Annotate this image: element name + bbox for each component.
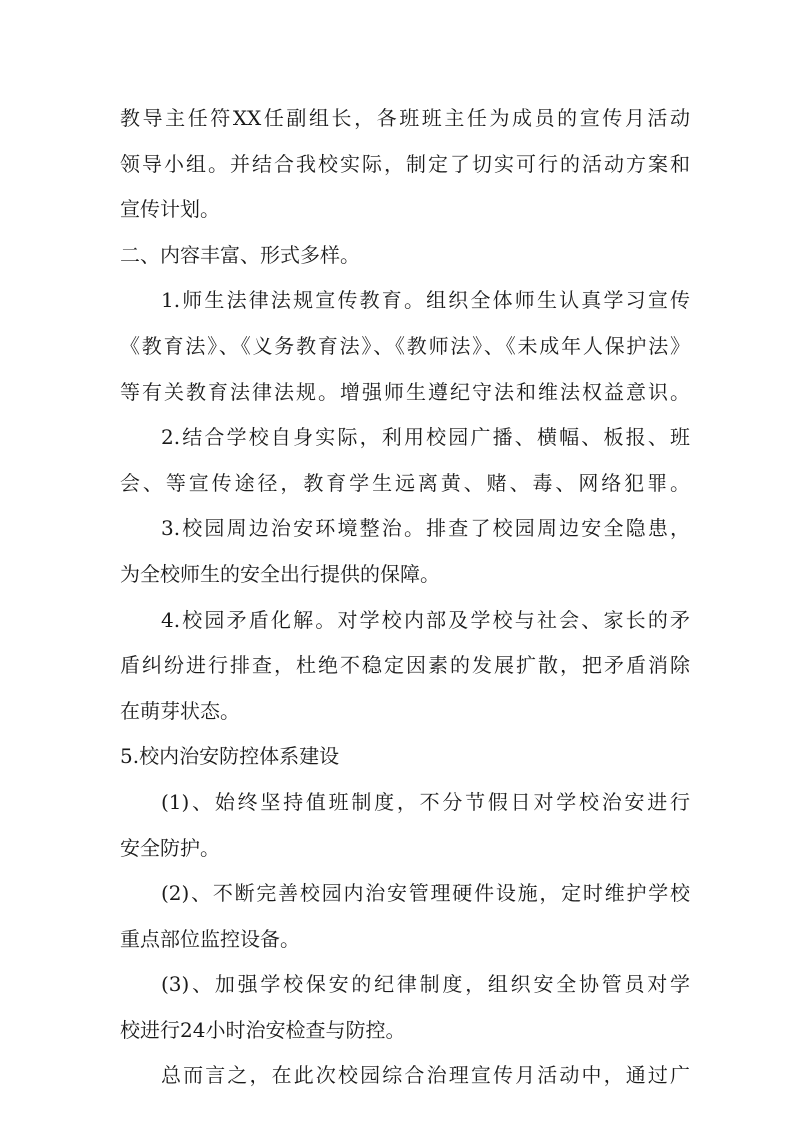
text-line: 1.师生法律法规宣传教育。组织全体师生认真学习宣传	[161, 288, 690, 313]
section-heading: 二、内容丰富、形式多样。	[120, 242, 360, 267]
text-line: 领导小组。并结合我校实际，制定了切实可行的活动方案和	[120, 151, 690, 176]
text-line: 在萌芽状态。	[120, 698, 240, 723]
text-line: 总而言之，在此次校园综合治理宣传月活动中，通过广	[161, 1063, 690, 1088]
text-line: 校进行24小时治安检查与防控。	[120, 1017, 406, 1042]
text-line: 安全防护。	[120, 835, 220, 860]
text-line: 4.校园矛盾化解。对学校内部及学校与社会、家长的矛	[161, 607, 690, 632]
text-line: 教导主任符XX任副组长，各班班主任为成员的宣传月活动	[120, 106, 690, 130]
text-line: (2)、不断完善校园内治安管理硬件设施，定时维护学校	[161, 881, 690, 906]
text-line: 宣传计划。	[120, 197, 220, 222]
text-line: 盾纠纷进行排查，杜绝不稳定因素的发展扩散，把矛盾消除	[120, 653, 690, 678]
text-line: 会、等宣传途径，教育学生远离黄、赌、毒、网络犯罪。	[120, 470, 690, 495]
text-line: 《教育法》、《义务教育法》、《教师法》、《未成年人保护法》	[120, 333, 690, 358]
text-line: (1)、始终坚持值班制度，不分节假日对学校治安进行	[161, 789, 690, 814]
document-body	[120, 96, 690, 1099]
text-line: 2.结合学校自身实际，利用校园广播、横幅、板报、班	[161, 425, 690, 450]
text-line: 等有关教育法律法规。增强师生遵纪守法和维法权益意识。	[120, 379, 690, 404]
text-line: (3)、加强学校保安的纪律制度，组织安全协管员对学	[161, 972, 690, 997]
subsection-heading: 5.校内治安防控体系建设	[120, 744, 340, 769]
text-line: 为全校师生的安全出行提供的保障。	[120, 561, 440, 586]
text-line: 3.校园周边治安环境整治。排查了校园周边安全隐患，	[161, 516, 690, 541]
text-line: 重点部位监控设备。	[120, 926, 300, 951]
